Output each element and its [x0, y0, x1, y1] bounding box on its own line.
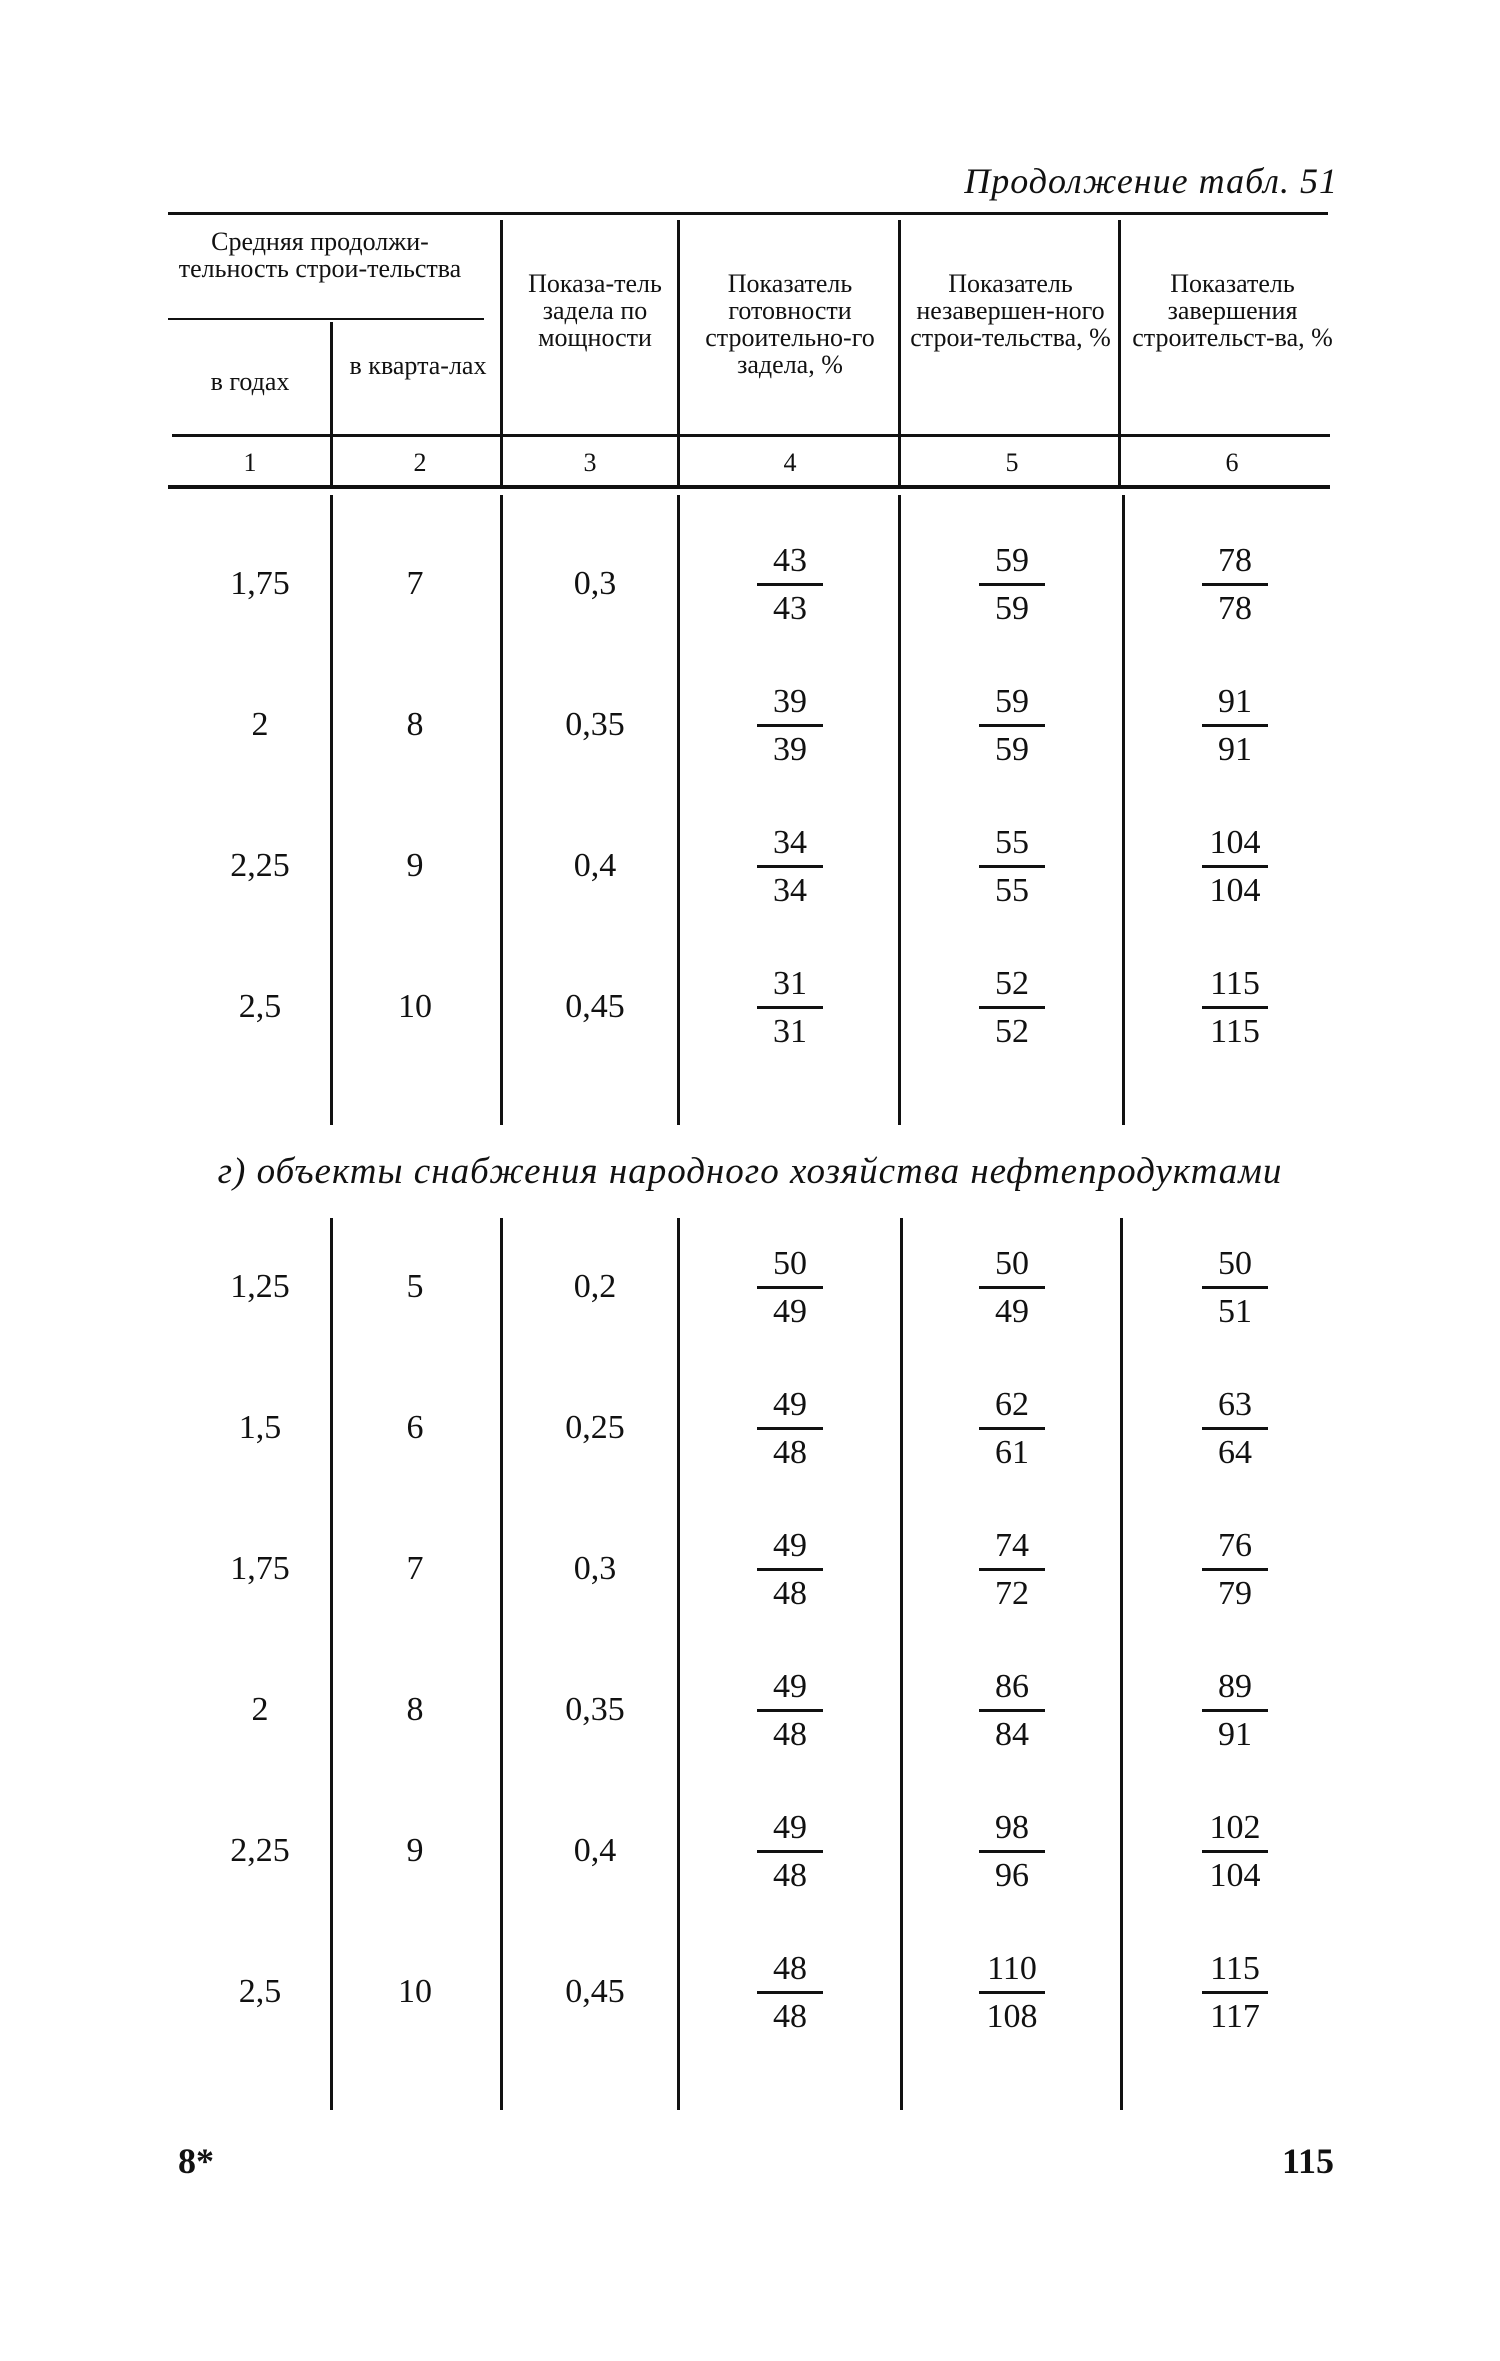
header-bottom-rule [168, 485, 1330, 489]
fraction-completion [1175, 1524, 1295, 1615]
denominator: 48 [773, 1857, 807, 1894]
column-divider [500, 495, 503, 1125]
column-number: 2 [413, 448, 427, 477]
denominator: 43 [773, 590, 807, 627]
fraction-readiness [730, 680, 850, 771]
cell-years: 1,25 [230, 1268, 290, 1305]
fraction-readiness [730, 1383, 850, 1474]
numerator: 89 [1218, 1668, 1252, 1705]
cell-index: 0,3 [573, 565, 617, 602]
cell-quarters: 7 [406, 1550, 424, 1587]
column-number: 3 [583, 448, 597, 477]
fraction-completion [1175, 1665, 1295, 1756]
cell-years: 1,75 [230, 1550, 290, 1587]
group-header-duration: Средняя продолжи-тельность строи-тельства [178, 227, 462, 283]
fraction-unfinished [952, 821, 1072, 912]
numerator: 50 [1218, 1245, 1252, 1282]
fraction-unfinished [952, 1806, 1072, 1897]
numerator: 115 [1210, 1950, 1260, 1987]
header-divider [677, 220, 680, 485]
numerator: 91 [1218, 683, 1252, 720]
cell-index: 0,2 [573, 1268, 617, 1305]
column-divider [500, 1218, 503, 2110]
cell-years: 2 [251, 706, 269, 743]
fraction-completion [1175, 680, 1295, 771]
denominator: 84 [995, 1716, 1029, 1753]
denominator: 59 [995, 731, 1029, 768]
cell-quarters: 7 [406, 565, 424, 602]
fraction-readiness [730, 1947, 850, 2038]
denominator: 51 [1218, 1293, 1252, 1330]
cell-index: 0,4 [573, 1832, 617, 1869]
numerator: 49 [773, 1809, 807, 1846]
fraction-unfinished [952, 539, 1072, 630]
cell-quarters: 9 [406, 847, 424, 884]
fraction-unfinished [952, 1524, 1072, 1615]
numerator: 49 [773, 1527, 807, 1564]
fraction-unfinished [952, 1383, 1072, 1474]
cell-quarters: 9 [406, 1832, 424, 1869]
column-number: 6 [1225, 448, 1239, 477]
numerator: 115 [1210, 965, 1260, 1002]
denominator: 48 [773, 1716, 807, 1753]
fraction-unfinished [952, 1665, 1072, 1756]
header-divider [500, 220, 503, 485]
column-numbers-top-rule [172, 434, 1330, 437]
table-top-rule [168, 212, 1328, 215]
numerator: 43 [773, 542, 807, 579]
denominator: 91 [1218, 731, 1252, 768]
numerator: 76 [1218, 1527, 1252, 1564]
column-divider [330, 495, 333, 1125]
denominator: 78 [1218, 590, 1252, 627]
numerator: 62 [995, 1386, 1029, 1423]
denominator: 52 [995, 1013, 1029, 1050]
numerator: 86 [995, 1668, 1029, 1705]
fraction-completion [1175, 1383, 1295, 1474]
fraction-unfinished [952, 962, 1072, 1053]
numerator: 49 [773, 1386, 807, 1423]
cell-index: 0,35 [565, 706, 625, 743]
column-number: 1 [243, 448, 257, 477]
fraction-readiness [730, 539, 850, 630]
denominator: 48 [773, 1998, 807, 2035]
header-completion: Показатель завершения строительст-ва, % [1132, 269, 1333, 352]
numerator: 63 [1218, 1386, 1252, 1423]
denominator: 39 [773, 731, 807, 768]
fraction-completion [1175, 539, 1295, 630]
header-divider [330, 322, 333, 485]
cell-index: 0,25 [565, 1409, 625, 1446]
numerator: 39 [773, 683, 807, 720]
cell-quarters: 10 [398, 1973, 432, 2010]
column-number: 4 [783, 448, 797, 477]
header-readiness: Показатель готовности строительно-го задела, % [705, 269, 875, 379]
denominator: 49 [995, 1293, 1029, 1330]
cell-index: 0,45 [565, 988, 625, 1025]
denominator: 79 [1218, 1575, 1252, 1612]
denominator: 91 [1218, 1716, 1252, 1753]
header-years: в годах [210, 367, 290, 396]
denominator: 108 [986, 1998, 1038, 2035]
fraction-readiness [730, 962, 850, 1053]
denominator: 48 [773, 1434, 807, 1471]
continuation-caption: Продолжение табл. 51 [964, 161, 1338, 201]
cell-years: 2,5 [238, 988, 282, 1025]
fraction-readiness [730, 1242, 850, 1333]
fraction-readiness [730, 1806, 850, 1897]
fraction-unfinished [952, 1947, 1072, 2038]
fraction-completion [1175, 1947, 1295, 2038]
cell-quarters: 5 [406, 1268, 424, 1305]
column-divider [1122, 495, 1125, 1125]
fraction-completion [1175, 962, 1295, 1053]
column-divider [677, 495, 680, 1125]
numerator: 48 [773, 1950, 807, 1987]
cell-years: 2,25 [230, 847, 290, 884]
numerator: 59 [995, 683, 1029, 720]
cell-quarters: 8 [406, 706, 424, 743]
denominator: 104 [1209, 1857, 1261, 1894]
numerator: 50 [773, 1245, 807, 1282]
cell-years: 2 [251, 1691, 269, 1728]
fraction-completion [1175, 1806, 1295, 1897]
denominator: 96 [995, 1857, 1029, 1894]
numerator: 104 [1209, 824, 1261, 861]
denominator: 115 [1210, 1013, 1260, 1050]
page-number: 115 [1282, 2141, 1335, 2181]
column-divider [330, 1218, 333, 2110]
fraction-readiness [730, 1665, 850, 1756]
column-divider [900, 1218, 903, 2110]
column-divider [677, 1218, 680, 2110]
numerator: 98 [995, 1809, 1029, 1846]
denominator: 31 [773, 1013, 807, 1050]
header-capacity-index: Показа-тель задела по мощности [528, 269, 662, 352]
column-number: 5 [1005, 448, 1019, 477]
denominator: 117 [1210, 1998, 1260, 2035]
numerator: 52 [995, 965, 1029, 1002]
numerator: 110 [987, 1950, 1037, 1987]
cell-index: 0,4 [573, 847, 617, 884]
denominator: 34 [773, 872, 807, 909]
numerator: 59 [995, 542, 1029, 579]
header-quarters: в кварта-лах [349, 351, 487, 380]
cell-quarters: 8 [406, 1691, 424, 1728]
header-divider [1118, 220, 1121, 485]
denominator: 61 [995, 1434, 1029, 1471]
signature-mark: 8* [178, 2141, 214, 2181]
denominator: 64 [1218, 1434, 1252, 1471]
cell-years: 2,5 [238, 1973, 282, 2010]
fraction-readiness [730, 1524, 850, 1615]
fraction-completion [1175, 821, 1295, 912]
numerator: 50 [995, 1245, 1029, 1282]
denominator: 48 [773, 1575, 807, 1612]
denominator: 55 [995, 872, 1029, 909]
cell-years: 2,25 [230, 1832, 290, 1869]
denominator: 49 [773, 1293, 807, 1330]
cell-index: 0,35 [565, 1691, 625, 1728]
numerator: 78 [1218, 542, 1252, 579]
fraction-unfinished [952, 680, 1072, 771]
fraction-unfinished [952, 1242, 1072, 1333]
section-title: г) объекты снабжения народного хозяйства нефтепродуктами [217, 1151, 1283, 1192]
cell-years: 1,75 [230, 565, 290, 602]
numerator: 31 [773, 965, 807, 1002]
denominator: 59 [995, 590, 1029, 627]
denominator: 104 [1209, 872, 1261, 909]
numerator: 49 [773, 1668, 807, 1705]
cell-quarters: 6 [406, 1409, 424, 1446]
group-header-rule [168, 318, 484, 320]
column-divider [1120, 1218, 1123, 2110]
column-divider [898, 495, 901, 1125]
header-unfinished: Показатель незавершен-ного строи-тельства, % [910, 269, 1111, 352]
numerator: 102 [1209, 1809, 1261, 1846]
cell-quarters: 10 [398, 988, 432, 1025]
denominator: 72 [995, 1575, 1029, 1612]
fraction-completion [1175, 1242, 1295, 1333]
numerator: 34 [773, 824, 807, 861]
cell-years: 1,5 [238, 1409, 282, 1446]
cell-index: 0,3 [573, 1550, 617, 1587]
header-divider [898, 220, 901, 485]
numerator: 74 [995, 1527, 1029, 1564]
numerator: 55 [995, 824, 1029, 861]
fraction-readiness [730, 821, 850, 912]
cell-index: 0,45 [565, 1973, 625, 2010]
